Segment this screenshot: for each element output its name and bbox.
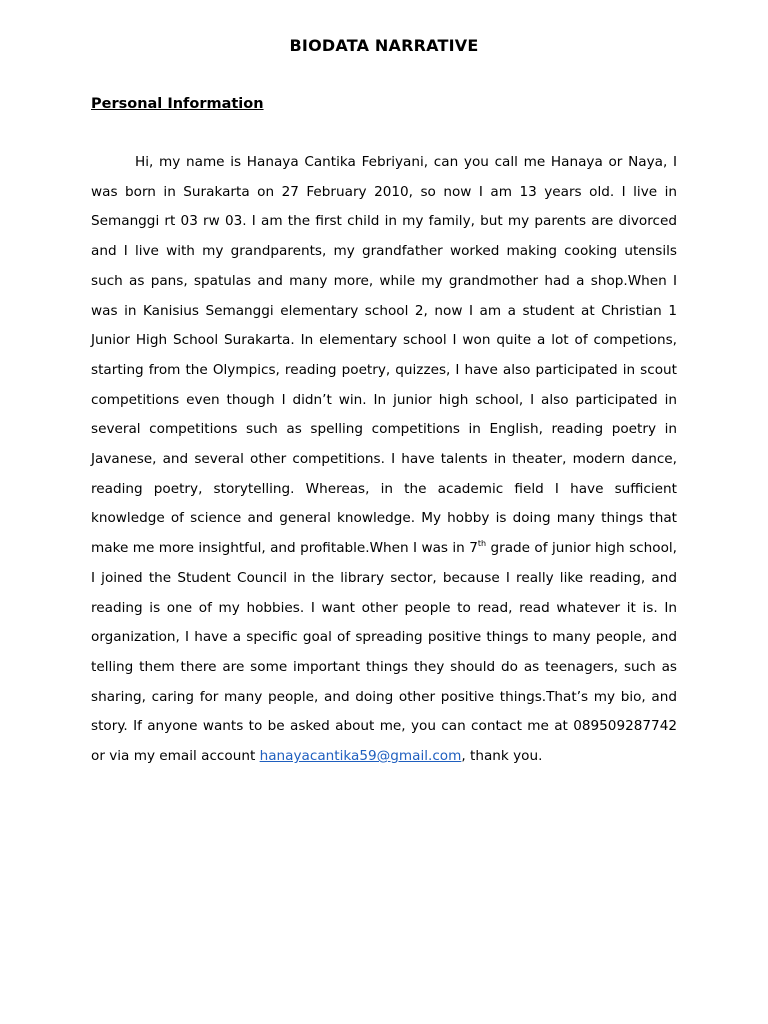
section-heading-personal-information: Personal Information [91, 96, 264, 112]
paragraph-text-part-1: Hi, my name is Hanaya Cantika Febriyani, can you call me Hanaya or Naya, I was born in Surakarta on 27 February 2010, so now I am 13 years old. I live in Semanggi rt 03 rw 03. I am the first child in my family, but my parents are divorced and I live with my grandparents, my grandfather worked making cooking utensils such as pans, spatulas and many more, while my grandmother had a shop.When I was in Kanisius Semanggi elementary school 2, now I am a student at Christian 1 Junior High School Surakarta. In elementary school I won quite a lot of competions, starting from the Olympics, reading poetry, quizzes, I have also participated in scout competitions even though I didn’t win. In junior high school, I also participated in several competitions such as spelling competitions in English, reading poetry in Javanese, and several other competitions. I have talents in theater, modern dance, reading poetry, storytelling. Whereas, in the academic field I have sufficient knowledge of science and general knowledge. My hobby is doing many things that make me more insightful, and profitable.When I was in 7 [91, 154, 677, 557]
ordinal-superscript: th [477, 539, 487, 549]
document-title: BIODATA NARRATIVE [289, 36, 479, 55]
paragraph-text-part-2: grade of junior high school, I joined the Student Council in the library sector, because I really like reading, and reading is one of my hobbies. I want other people to read, read whatever it is. In organization, I have a specific goal of spreading positive things to many people, and telling them there are some important things they should do as teenagers, such as sharing, caring for many people, and doing other positive things.That’s my bio, and story. If anyone wants to be asked about me, you can contact me at 089509287742 or via my email account [91, 540, 677, 765]
biography-paragraph [91, 148, 677, 772]
email-link[interactable]: hanayacantika59@gmail.com [259, 748, 462, 765]
paragraph-closing: , thank you. [461, 748, 543, 765]
